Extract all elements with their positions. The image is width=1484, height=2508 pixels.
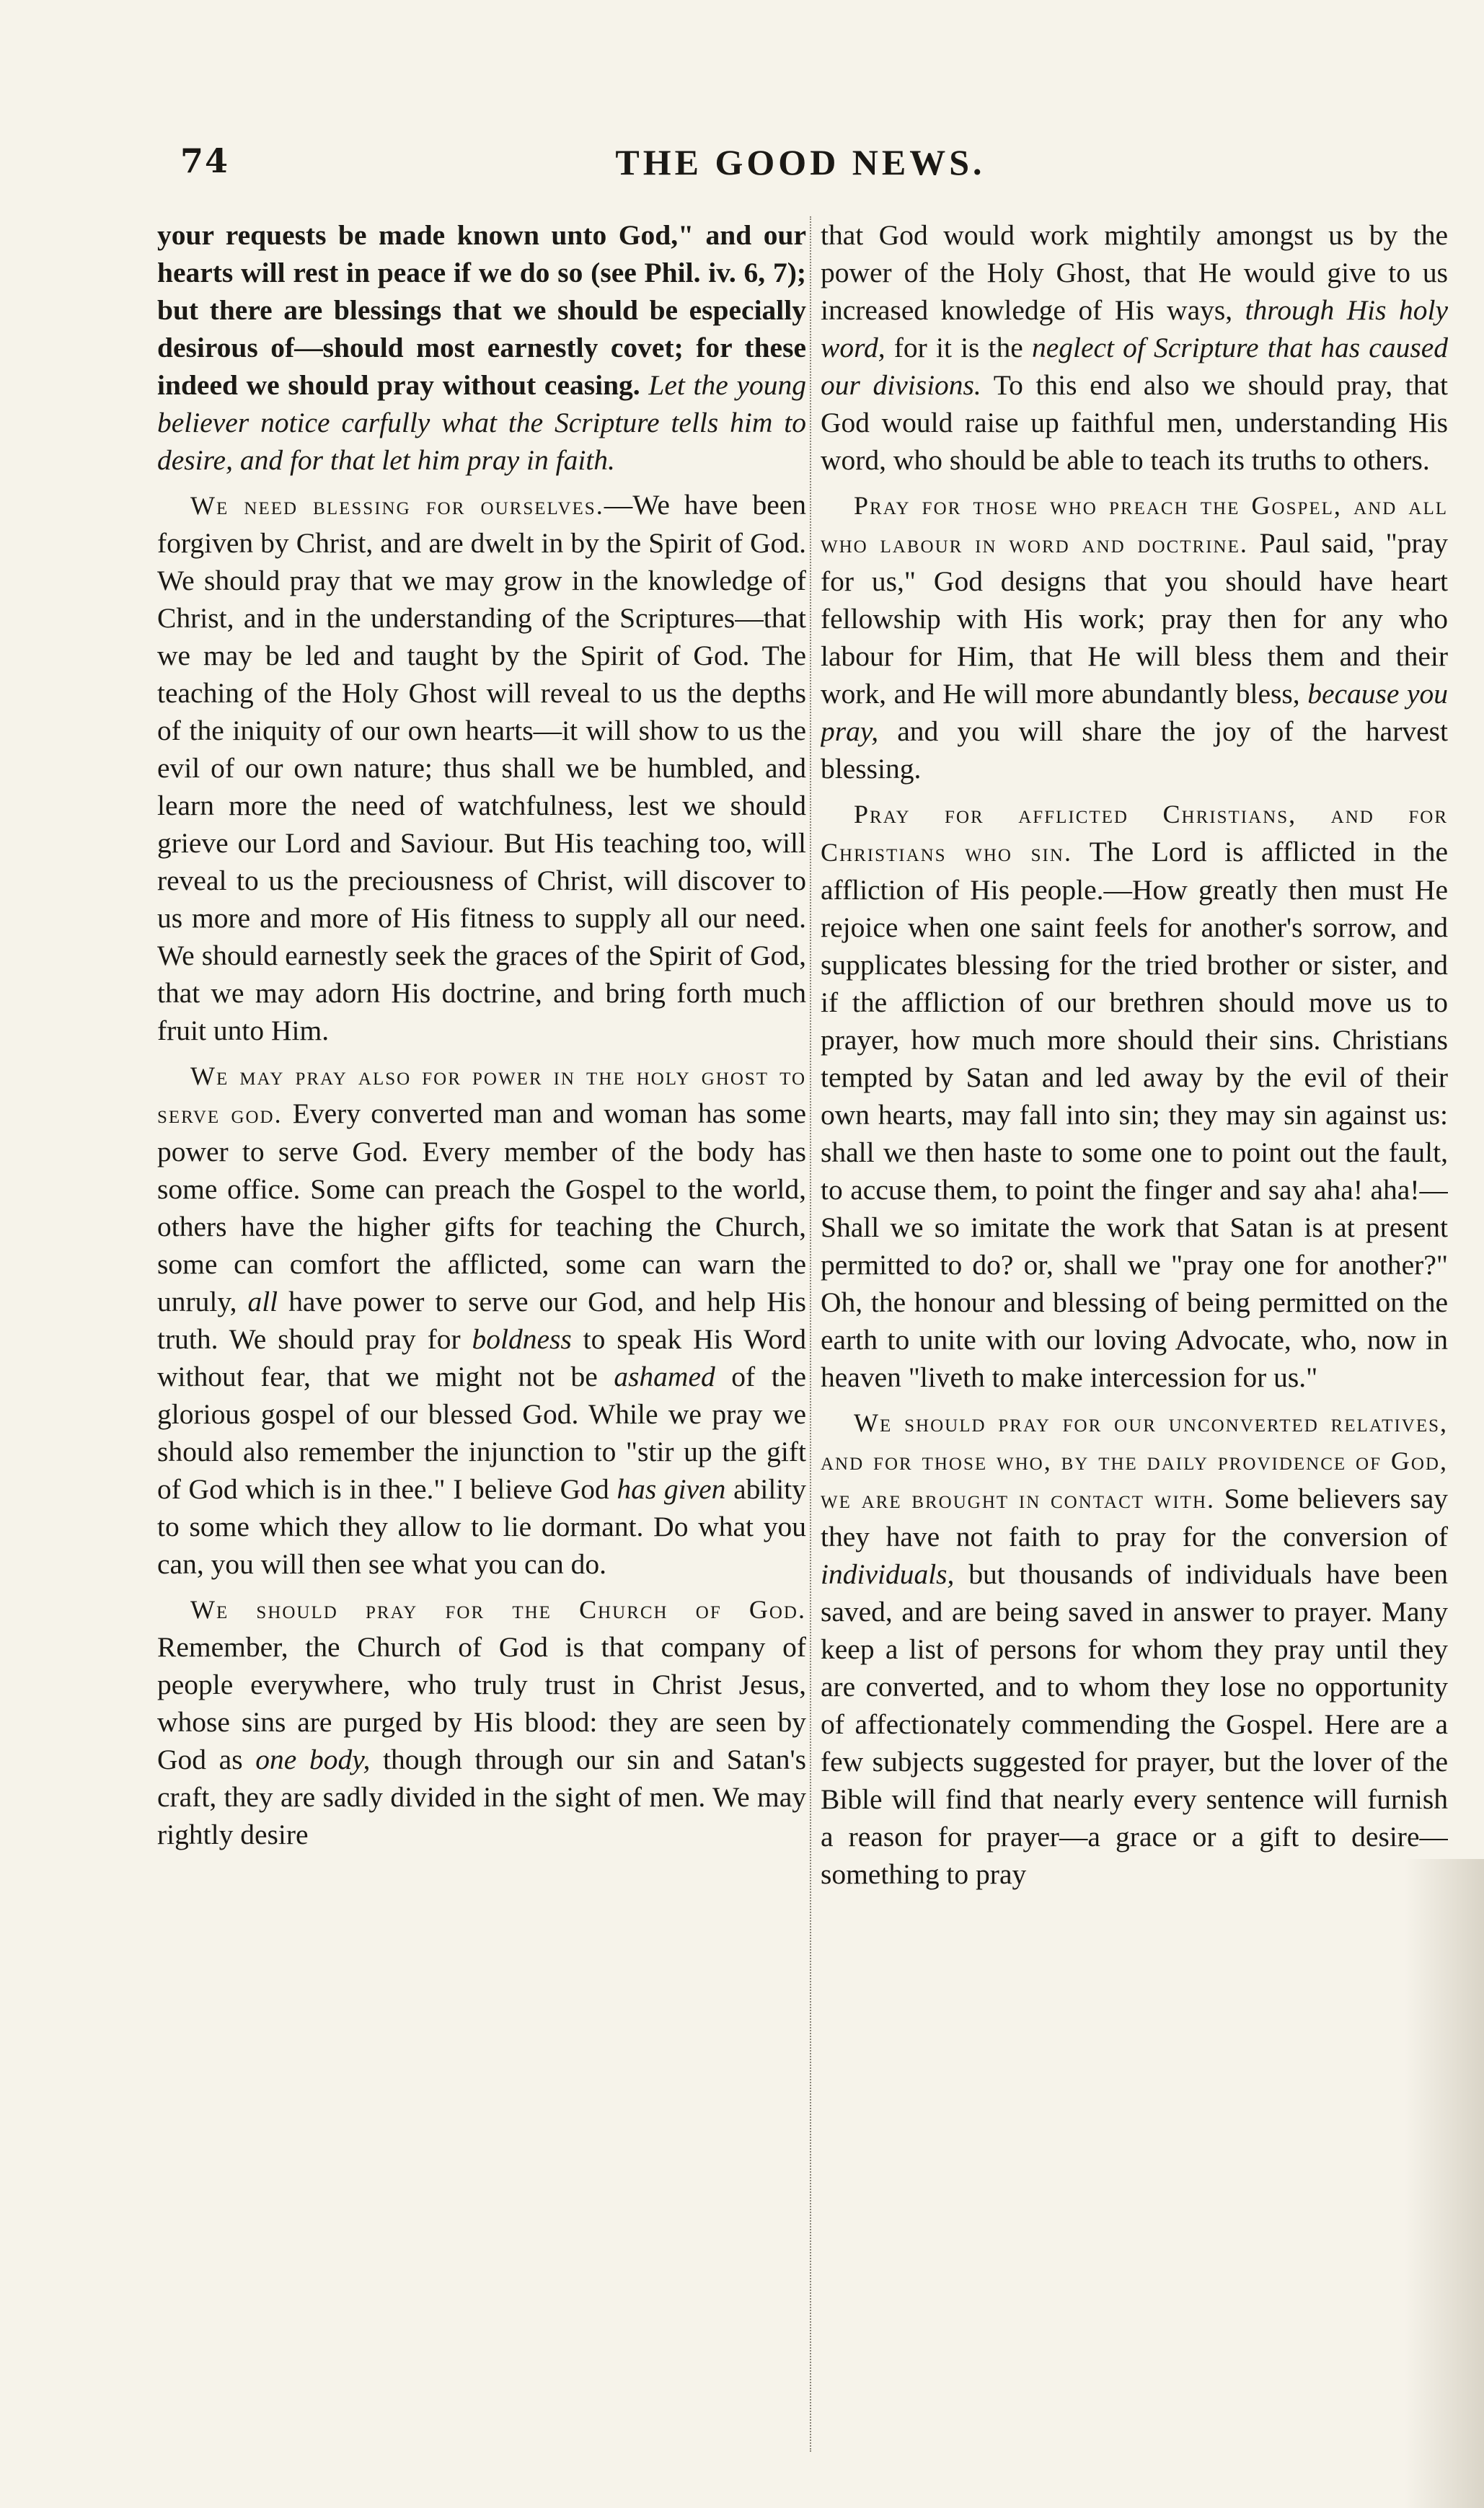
right-column: [821, 216, 1448, 2452]
emphasis-text: ashamed: [614, 1361, 715, 1392]
body-text: for it is the: [885, 332, 1032, 363]
column-divider: [810, 216, 811, 2452]
section-heading: Pray for afflicted Christians, and for Christians who sin.: [821, 800, 1448, 867]
body-text: of the glorious gospel of our blessed God. While we pray we should also remember the injunction to "stir up the gift of God which is in thee." I believe God: [157, 1361, 806, 1505]
paragraph-p3: [157, 1056, 806, 1583]
emphasis-text: has given: [617, 1473, 726, 1505]
paragraph-p7: [821, 795, 1448, 1396]
body-text: have power to serve our God, and help His truth. We should pray for: [157, 1286, 806, 1355]
emphasis-text: Let the young believer notice carfully what the Scripture tells him to desire, and for that let him pray in faith.: [157, 369, 806, 476]
body-text: to speak His Word without fear, that we might not be: [157, 1323, 806, 1392]
body-text: To this end also we should pray, that God would raise up faithful men, understanding His word, who should be able to teach its truths to others.: [821, 369, 1448, 476]
body-text: —We have been forgiven by Christ, and are dwelt in by the Spirit of God. We should pray that we may grow in the knowledge of Christ, and in the understanding of the Scriptures—that we may be led and taught by the Spirit of God. The teaching of the Holy Ghost will reveal to us the depths of the iniquity of our own hearts—it will show to us the evil of our own nature; thus shall we be humbled, and learn more the need of watchfulness, lest we should grieve our Lord and Saviour. But His teaching too, will reveal to us the preciousness of Christ, will discover to us more and more of His fitness to supply all our need. We should earnestly seek the graces of the Spirit of God, that we may adorn His doctrine, and bring forth much fruit unto Him.: [157, 489, 806, 1046]
body-text: The Lord is afflicted in the affliction of His people.—How greatly then must He rejoice when one saint feels for another's sorrow, and supplicates blessing for the tried brother or sister, and if the affliction of our brethren should move us to prayer, how much more should their sins. Christians tempted by Satan and led away by the evil of their own hearts, may fall into sin; they may sin against us: shall we then haste to some one to point out the fault, to accuse them, to point the finger and say aha! aha!—Shall we so imitate the work that Satan is at present permitted to do? or, shall we "pray one for another?" Oh, the honour and blessing of being permitted on the earth to unite with our loving Advocate, who, now in heaven "liveth to make intercession for us.": [821, 836, 1448, 1393]
paragraph-p8: [821, 1403, 1448, 1893]
body-text: Some believers say they have not faith to pray for the conversion of: [821, 1483, 1448, 1553]
paragraph-p2: [157, 486, 806, 1049]
body-text: Every converted man and woman has some power to serve God. Every member of the body has some office. Some can preach the Gospel to the world, others have the higher gifts for teaching the Church, some can comfort the afflicted, some can warn the unruly,: [157, 1098, 806, 1317]
page-number: 74: [180, 141, 230, 180]
body-text: though through our sin and Satan's craft, they are sadly divided in the sight of men. We may rightly desire: [157, 1744, 806, 1850]
body-text: your requests be made known unto God," and our hearts will rest in peace if we do so (see Phil. iv. 6, 7); but there are blessings that we should be especially desirous of—should most earnestly covet; for these indeed we should pray without ceasing.: [157, 219, 806, 401]
page-header: [180, 141, 1421, 206]
section-heading: We should pray for the Church of God.: [190, 1595, 806, 1624]
paragraph-p6: [821, 486, 1448, 787]
paragraph-p1: [157, 216, 806, 479]
left-column: [157, 216, 806, 2452]
section-heading: We should pray for our unconverted relatives, and for those who, by the daily providence of God, we are brought in contact with.: [821, 1408, 1448, 1514]
body-text: ability to some which they allow to lie dormant. Do what you can, you will then see what you can do.: [157, 1473, 806, 1580]
body-text: Paul said, "pray for us," God designs that you should have heart fellowship with His work; pray then for any who labour for Him, that He will bless them and their work, and He will more abundantly bless,: [821, 527, 1448, 710]
body-text: and you will share the joy of the harvest blessing.: [821, 715, 1448, 785]
emphasis-text: neglect of Scripture that has caused our divisions.: [821, 332, 1448, 401]
body-text: that God would work mightily amongst us by the power of the Holy Ghost, that He would give to us increased knowledge of His ways,: [821, 219, 1448, 326]
emphasis-text: boldness: [472, 1323, 572, 1355]
emphasis-text: one body,: [255, 1744, 371, 1775]
section-heading: We may pray also for power in the holy ghost to serve god.: [157, 1061, 806, 1129]
page-curl-shadow: [1405, 1859, 1484, 2508]
paragraph-p5: [821, 216, 1448, 479]
running-title: THE GOOD NEWS.: [615, 142, 986, 182]
section-heading: Pray for those who preach the Gospel, and all who labour in word and doctrine.: [821, 491, 1448, 558]
text-columns: [157, 216, 1448, 2452]
body-text: Remember, the Church of God is that company of people everywhere, who truly trust in Christ Jesus, whose sins are purged by His blood: they are seen by God as: [157, 1631, 806, 1775]
paragraph-p4: [157, 1590, 806, 1853]
emphasis-text: through His holy word,: [821, 294, 1448, 363]
emphasis-text: because you pray,: [821, 678, 1448, 747]
body-text: but thousands of individuals have been saved, and are being saved in answer to prayer. Many keep a list of persons for whom they pray until they are converted, and to whom they lose no opportunity of affectionately commending the Gospel. Here are a few subjects suggested for prayer, but the lover of the Bible will find that nearly every sentence will furnish a reason for prayer—a grace or a gift to desire—something to pray: [821, 1558, 1448, 1890]
section-heading: We need blessing for ourselves.: [190, 491, 604, 520]
emphasis-text: all: [247, 1286, 278, 1317]
emphasis-text: individuals,: [821, 1558, 955, 1590]
